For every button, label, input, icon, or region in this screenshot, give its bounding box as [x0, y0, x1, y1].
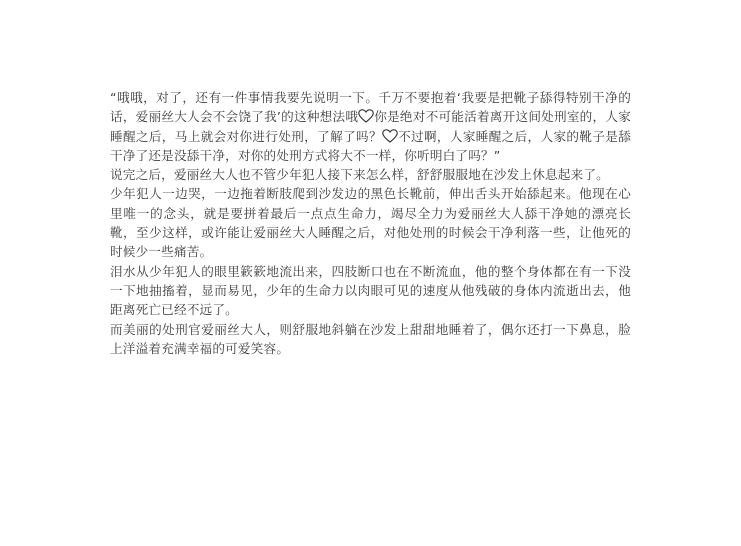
paragraph-1-part-1: “哦哦，对了，还有一件事情我要先说明一下。千万不要抱着‘我要是把靴子舔得特别干净的话，爱丽丝大人会不会饶了我’的这种想法哦 — [110, 90, 631, 125]
paragraph-1-part-2: 你是绝对不可能活着离开这间处刑室的，人家睡醒之后，马上就会对你进行处刑，了解了吗？ — [110, 109, 631, 144]
paragraph-1-part-3: 不过啊，人家睡醒之后，人家的靴子是舔干净了还是没舔干净，对你的处刑方式将大不一样，你听明白了吗？” — [110, 128, 631, 163]
paragraph-1 — [110, 88, 631, 165]
paragraph-2: 说完之后，爱丽丝大人也不管少年犯人接下来怎么样，舒舒服服地在沙发上休息起来了。 — [110, 167, 609, 183]
heart-icon — [358, 109, 374, 123]
paragraph-3: 少年犯人一边哭，一边拖着断肢爬到沙发边的黑色长靴前，伸出舌头开始舔起来。他现在心里唯一的念头，就是要拼着最后一点点生命力，竭尽全力为爱丽丝大人舔干净她的漂亮长靴，至少这样，或许能让爱丽丝大人睡醒之后，对他处刑的时候会干净利落一些，让他死的时候少一些痛苦。 — [110, 186, 631, 260]
paragraph-5: 而美丽的处刑官爱丽丝大人，则舒服地斜躺在沙发上甜甜地睡着了，偶尔还打一下鼻息，脸上洋溢着充满幸福的可爱笑容。 — [110, 321, 631, 356]
heart-icon — [382, 129, 398, 143]
story-text — [110, 88, 631, 358]
paragraph-4: 泪水从少年犯人的眼里簌簌地流出来，四肢断口也在不断流血，他的整个身体都在有一下没一下地抽搐着，显而易见，少年的生命力以肉眼可见的速度从他残破的身体内流逝出去，他距离死亡已经不远了。 — [110, 263, 631, 318]
